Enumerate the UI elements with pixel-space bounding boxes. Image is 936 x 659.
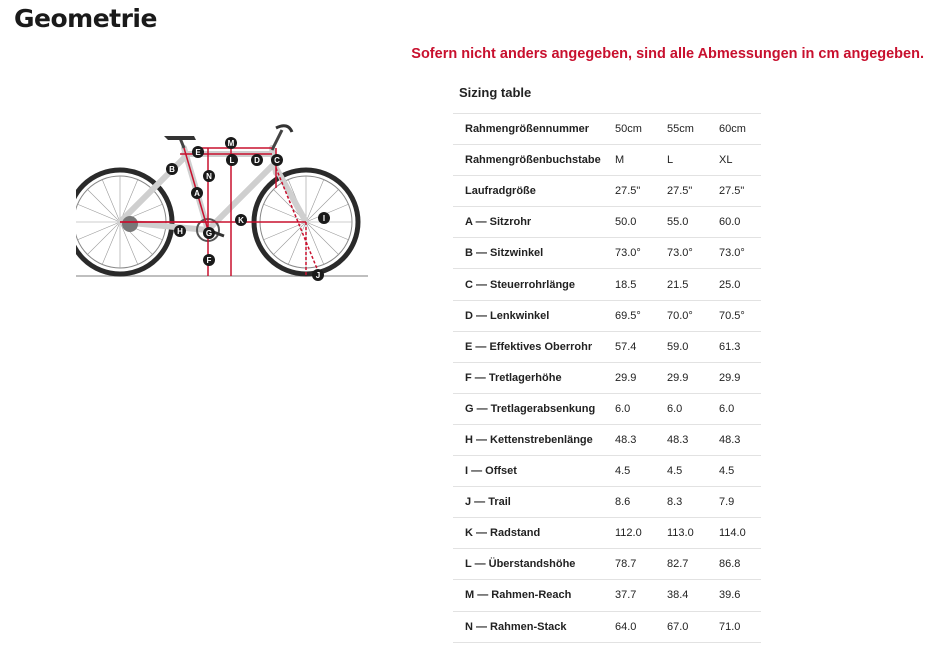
value-m: 48.3 [615, 433, 637, 446]
svg-text:N: N [206, 172, 212, 181]
row-label: D — Lenkwinkel [465, 309, 550, 322]
value-l: 29.9 [667, 371, 689, 384]
value-xl: 60.0 [719, 216, 741, 229]
svg-text:I: I [322, 214, 326, 223]
table-row [453, 518, 761, 549]
table-row [453, 145, 761, 176]
table-row [453, 362, 761, 393]
svg-text:M: M [227, 139, 235, 148]
value-l: 38.4 [667, 589, 689, 602]
svg-text:K: K [238, 216, 244, 225]
value-l: 82.7 [667, 558, 689, 571]
value-xl: 29.9 [719, 371, 741, 384]
row-label: C — Steuerrohrlänge [465, 278, 576, 291]
svg-text:B: B [169, 165, 175, 174]
badge-k [235, 214, 247, 226]
value-xl: 27.5" [719, 185, 745, 198]
value-xl: 6.0 [719, 402, 735, 415]
badge-d [251, 154, 263, 166]
value-m: 50.0 [615, 216, 637, 229]
svg-text:D: D [254, 156, 260, 165]
table-row [453, 114, 761, 145]
value-xl: XL [719, 154, 733, 167]
value-xl: 114.0 [719, 527, 746, 540]
badge-m [225, 137, 237, 149]
row-label: B — Sitzwinkel [465, 247, 544, 260]
value-l: L [667, 154, 674, 167]
table-row [453, 456, 761, 487]
table-row [453, 487, 761, 518]
value-xl: 48.3 [719, 433, 741, 446]
table-row [453, 424, 761, 455]
value-l: 48.3 [667, 433, 689, 446]
value-m: 64.0 [615, 620, 637, 633]
value-l: 8.3 [667, 496, 683, 509]
badge-f [203, 254, 215, 266]
bike-geometry-diagram [76, 118, 372, 288]
value-xl: 7.9 [719, 496, 735, 509]
value-m: 112.0 [615, 527, 642, 540]
row-label: K — Radstand [465, 527, 541, 540]
badge-g [203, 227, 215, 239]
value-l: 4.5 [667, 465, 683, 478]
value-xl: 61.3 [719, 340, 741, 353]
table-row [453, 393, 761, 424]
value-l: 55cm [667, 123, 694, 136]
value-m: 78.7 [615, 558, 637, 571]
table-row [453, 331, 761, 362]
svg-text:F: F [206, 256, 212, 265]
value-xl: 70.5° [719, 309, 745, 322]
table-row [453, 300, 761, 331]
badge-i [318, 212, 330, 224]
value-m: M [615, 154, 625, 167]
value-l: 59.0 [667, 340, 689, 353]
page-title: Geometrie [14, 4, 157, 33]
sizing-table [453, 113, 761, 643]
row-label: Rahmengrößenbuchstabe [465, 154, 601, 167]
svg-text:H: H [177, 227, 183, 236]
units-note: Sofern nicht anders angegeben, sind alle Abmessungen in cm angegeben. [411, 46, 924, 62]
row-label: Laufradgröße [465, 185, 536, 198]
badge-a [191, 187, 203, 199]
value-m: 73.0° [615, 247, 641, 260]
svg-text:E: E [195, 148, 201, 157]
row-label: N — Rahmen-Stack [465, 620, 567, 633]
table-row [453, 176, 761, 207]
value-m: 6.0 [615, 402, 631, 415]
svg-text:C: C [274, 156, 280, 165]
table-row [453, 269, 761, 300]
value-l: 21.5 [667, 278, 689, 291]
row-label: F — Tretlagerhöhe [465, 371, 562, 384]
value-m: 57.4 [615, 340, 637, 353]
row-label: J — Trail [465, 496, 511, 509]
badge-b [166, 163, 178, 175]
svg-text:L: L [229, 156, 235, 165]
value-m: 29.9 [615, 371, 637, 384]
value-l: 113.0 [667, 527, 694, 540]
row-label: H — Kettenstrebenlänge [465, 433, 593, 446]
sizing-table-title: Sizing table [459, 85, 532, 100]
svg-text:G: G [205, 229, 213, 238]
svg-text:A: A [194, 189, 200, 198]
value-m: 50cm [615, 123, 642, 136]
svg-text:J: J [315, 271, 321, 280]
value-l: 27.5" [667, 185, 693, 198]
value-xl: 71.0 [719, 620, 741, 633]
table-row [453, 580, 761, 611]
value-m: 8.6 [615, 496, 631, 509]
row-label: L — Überstandshöhe [465, 558, 576, 571]
value-l: 67.0 [667, 620, 689, 633]
row-label: Rahmengrößennummer [465, 123, 590, 136]
row-label: E — Effektives Oberrohr [465, 340, 593, 353]
value-m: 18.5 [615, 278, 637, 291]
row-label: G — Tretlagerabsenkung [465, 402, 596, 415]
value-l: 6.0 [667, 402, 683, 415]
badge-c [271, 154, 283, 166]
value-xl: 39.6 [719, 589, 741, 602]
value-m: 4.5 [615, 465, 631, 478]
value-xl: 86.8 [719, 558, 741, 571]
badge-l [226, 154, 238, 166]
row-label: M — Rahmen-Reach [465, 589, 572, 602]
value-xl: 73.0° [719, 247, 745, 260]
value-m: 69.5° [615, 309, 641, 322]
badge-j [312, 269, 324, 281]
badge-e [192, 146, 204, 158]
row-label: I — Offset [465, 465, 517, 478]
value-m: 27.5" [615, 185, 641, 198]
table-row [453, 207, 761, 238]
table-row [453, 238, 761, 269]
value-xl: 25.0 [719, 278, 741, 291]
row-label: A — Sitzrohr [465, 216, 532, 229]
value-l: 55.0 [667, 216, 689, 229]
table-row [453, 611, 761, 642]
value-xl: 60cm [719, 123, 746, 136]
value-xl: 4.5 [719, 465, 735, 478]
badge-h [174, 225, 186, 237]
badge-n [203, 170, 215, 182]
value-m: 37.7 [615, 589, 637, 602]
value-l: 70.0° [667, 309, 693, 322]
value-l: 73.0° [667, 247, 693, 260]
table-row [453, 549, 761, 580]
